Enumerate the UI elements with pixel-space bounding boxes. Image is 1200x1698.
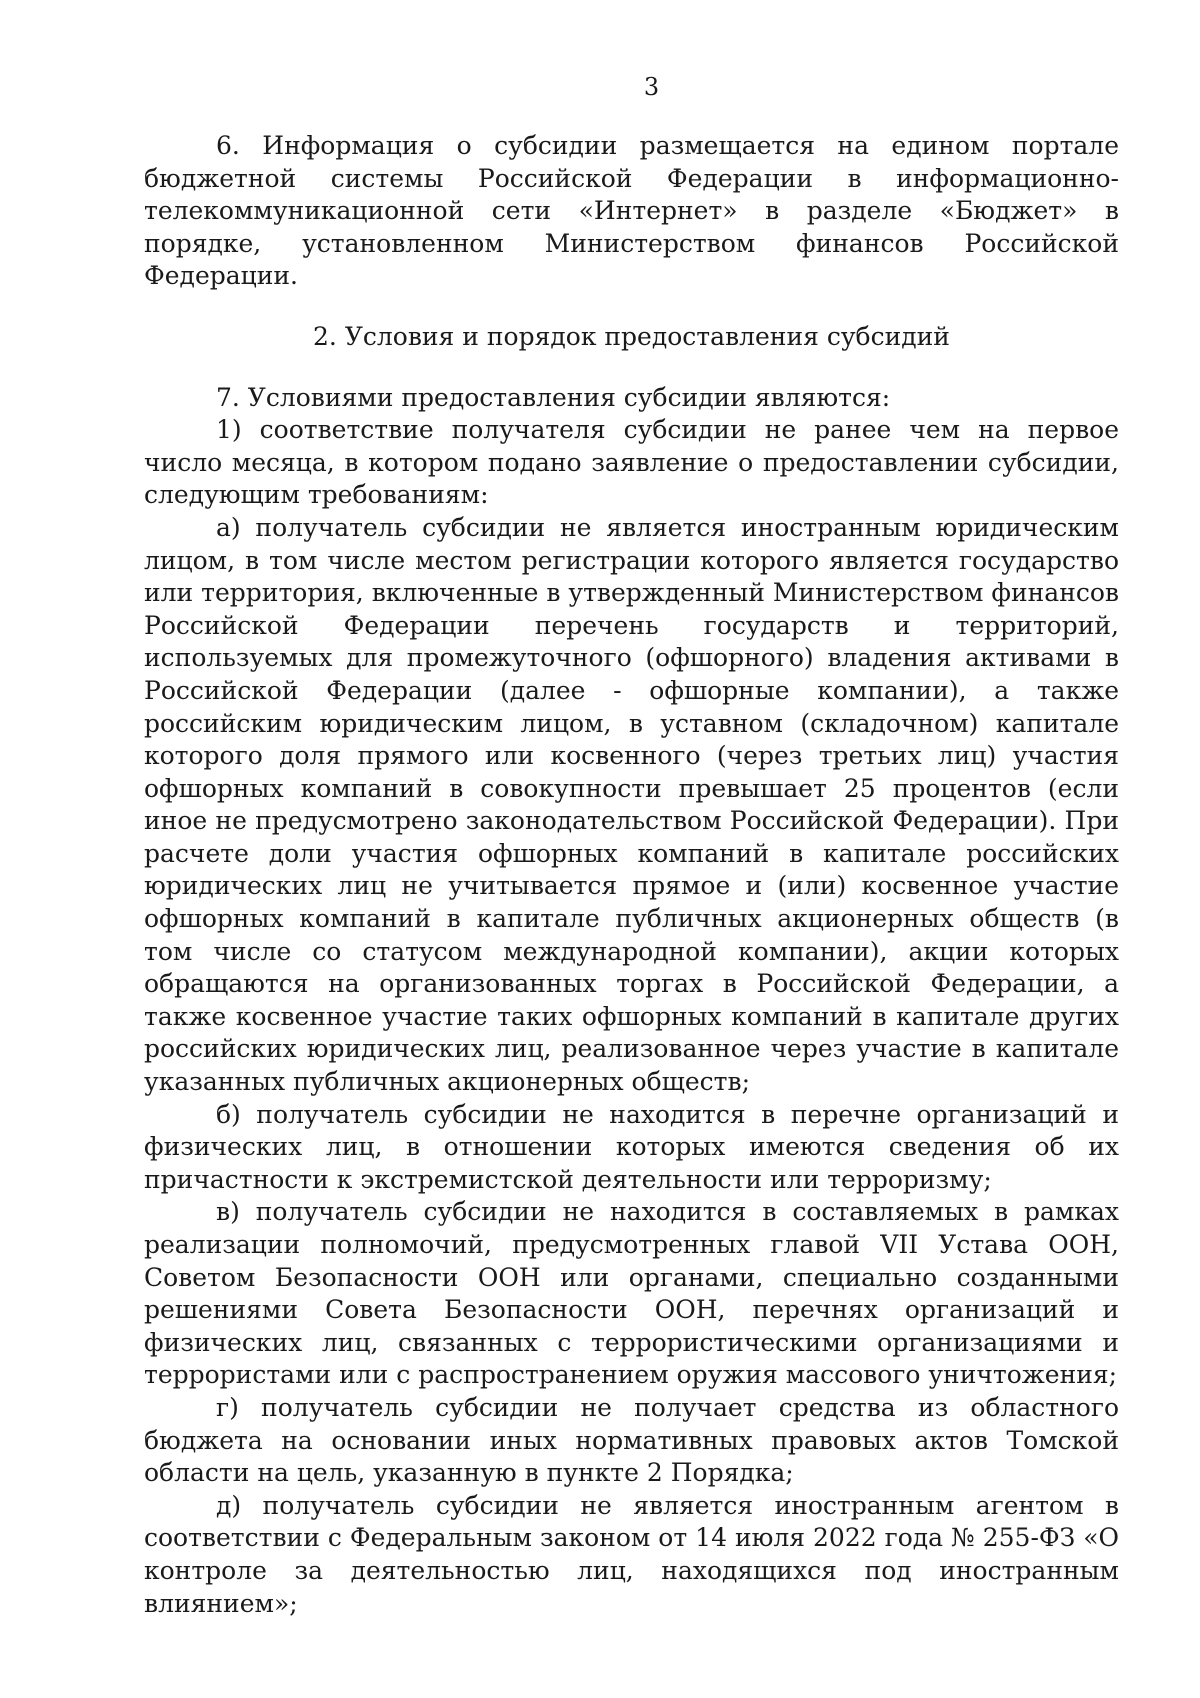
section-title: 2. Условия и порядок предоставления субсидий (313, 321, 950, 351)
item-g: г) получатель субсидии не получает средства из областного бюджета на основании иных нормативных правовых актов Томской области на цель, указанную в пункте 2 Порядка; (144, 1392, 1119, 1488)
document-page (144, 72, 1119, 1620)
item-v: в) получатель субсидии не находится в составляемых в рамках реализации полномочий, предусмотренных главой VII Устава ООН, Советом Безопасности ООН или органами, специально созданными решениями Совета Безопасности ООН, перечнях организаций и физических лиц, связанных с террористическими организациями и террористами или с распространением оружия массового уничтожения; (144, 1197, 1119, 1390)
item-b: б) получатель субсидии не находится в перечне организаций и физических лиц, в отношении которых имеются сведения об их причастности к экстремистской деятельности или терроризму; (144, 1099, 1119, 1194)
item-1: 1) соответствие получателя субсидии не ранее чем на первое число месяца, в котором подано заявление о предоставлении субсидии, следующим требованиям: (144, 415, 1119, 510)
paragraph-6: 6. Информация о субсидии размещается на едином портале бюджетной системы Российской Федерации в информационно-телекоммуникационной сети «Интернет» в разделе «Бюджет» в порядке, установленном Министерством финансов Российской Федерации. (144, 131, 1119, 291)
item-d: д) получатель субсидии не является иностранным агентом в соответствии с Федеральным законом от 14 июля 2022 года № 255-ФЗ «О контроле за деятельностью лиц, находящихся под иностранным влиянием»; (144, 1490, 1119, 1618)
paragraph-7: 7. Условиями предоставления субсидии являются: (216, 382, 891, 412)
item-a: а) получатель субсидии не является иностранным юридическим лицом, в том числе местом регистрации которого является государство или территория, включенные в утвержденный Министерством финансов Российской Федерации перечень государств и территорий, используемых для промежуточного (офшорного) владения активами в Российской Федерации (далее - офшорные компании), а также российским юридическим лицом, в уставном (складочном) капитале которого доля прямого или косвенного (через третьих лиц) участия офшорных компаний в совокупности превышает 25 процентов (если иное не предусмотрено законодательством Российской Федерации). При расчете доли участия офшорных компаний в капитале российских юридических лиц не учитывается прямое и (или) косвенное участие офшорных компаний в капитале публичных акционерных обществ (в том числе со статусом международной компании), акции которых обращаются на организованных торгах в Российской Федерации, а также косвенное участие таких офшорных компаний в капитале других российских юридических лиц, реализованное через участие в капитале указанных публичных акционерных обществ; (144, 512, 1119, 1097)
page-number: 3 (643, 73, 660, 101)
